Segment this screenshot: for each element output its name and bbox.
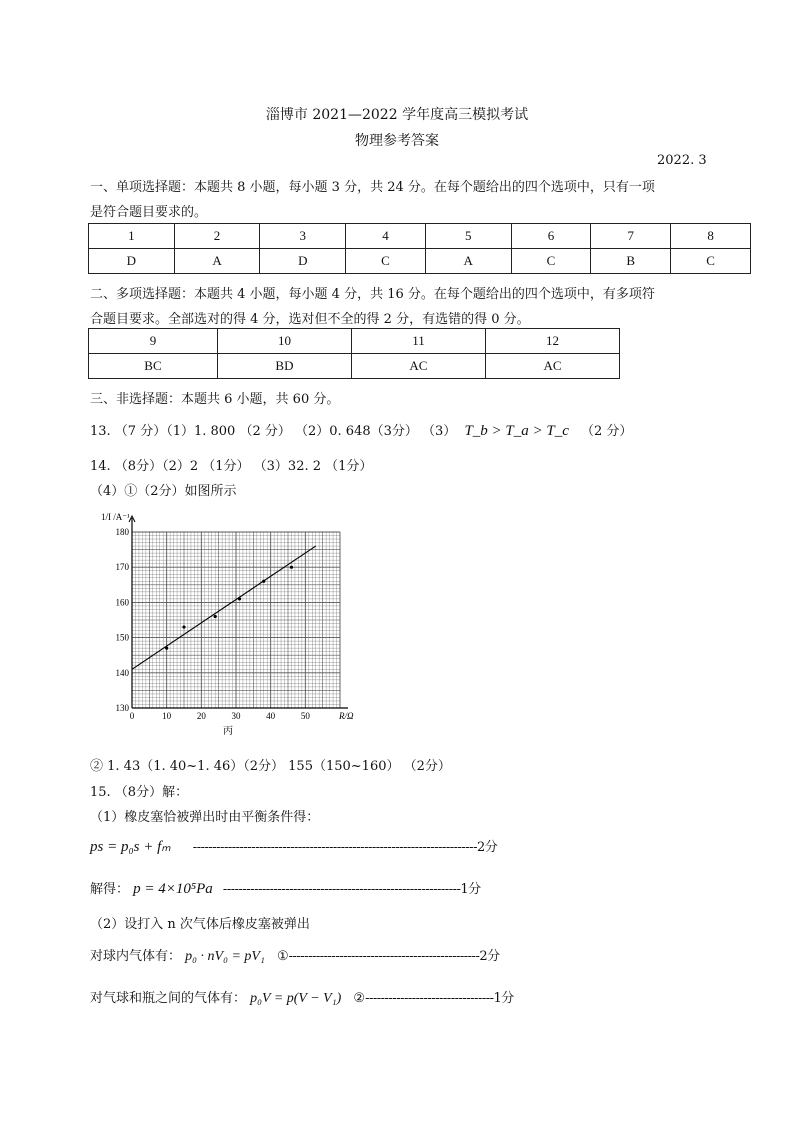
q13-text: 13. （7 分）（1）1. 800 （2 分） （2）0. 648（3分） （3） (90, 424, 457, 439)
x-axis-label: R/Ω (339, 711, 354, 721)
answer-cell: C (671, 249, 751, 274)
section3-heading: 三、非选择题：本题共 6 小题，共 60 分。 (90, 392, 340, 407)
exam-date: 2022. 3 (657, 153, 707, 168)
x-tick-label: 40 (266, 711, 276, 721)
section2-heading-line2: 合题目要求。全部选对的得 4 分，选对但不全的得 2 分，有选错的得 0 分。 (90, 312, 530, 327)
chart-caption: 丙 (223, 726, 233, 737)
question-number: 10 (217, 329, 351, 354)
equilibrium-equation: ps = p₀s + fₘ (90, 839, 171, 855)
multi-choice-answer-table (88, 328, 620, 379)
equation1-score: -------------------------------------------------------------------------2分 (192, 840, 498, 855)
ball-equation-score: -------------------------------------------------2分 (288, 949, 500, 964)
question-number: 2 (174, 224, 260, 249)
data-point (262, 580, 265, 583)
answer-cell: AC (485, 354, 619, 379)
answer-cell: D (260, 249, 346, 274)
bottle-gas-equation: p₀V = p(V − V₁) (250, 991, 342, 1006)
resistance-vs-inverse-current-chart (95, 508, 375, 743)
question-number: 1 (89, 224, 175, 249)
question-number: 3 (260, 224, 346, 249)
q15-title: 15. （8分）解： (90, 785, 189, 800)
answer-cell: AC (351, 354, 485, 379)
data-point (182, 625, 185, 628)
chart-axes (129, 516, 348, 708)
question-number: 11 (351, 329, 485, 354)
answer-cell: D (89, 249, 175, 274)
single-choice-answer-table (88, 223, 751, 274)
q15-equation1 (90, 836, 497, 856)
q13-answer (90, 420, 632, 440)
q14-line2: （4）①（2分）如图所示 (90, 484, 237, 499)
answer-cell: A (174, 249, 260, 274)
solution-label: 解得： (90, 882, 130, 897)
y-tick-label: 160 (115, 597, 129, 608)
answer-cell: BD (217, 354, 351, 379)
chart-grid (132, 532, 340, 708)
x-tick-label: 30 (231, 711, 241, 721)
q14-line1: 14. （8分）（2）2 （1分） （3）32. 2 （1分） (90, 459, 373, 474)
answer-cell: C (346, 249, 426, 274)
q13-score: （2 分） (581, 424, 633, 439)
x-tick-label: 10 (162, 711, 172, 721)
ball-label: 对球内气体有： (90, 949, 182, 964)
page-subtitle: 物理参考答案 (355, 133, 439, 149)
answer-cell: C (511, 249, 591, 274)
question-number: 5 (425, 224, 511, 249)
pressure-result: p = 4×10⁵Pa (133, 881, 213, 897)
data-point (238, 597, 241, 600)
x-tick-label: 50 (300, 711, 310, 721)
q15-ball-equation (90, 945, 500, 965)
section1-heading-line2: 是符合题目要求的。 (90, 205, 208, 220)
section1-heading-line1: 一、单项选择题：本题共 8 小题，每小题 3 分，共 24 分。在每个题给出的四个选项中，只有一项 (90, 180, 655, 195)
q15-solution (90, 878, 481, 898)
x-tick-label: 0 (129, 711, 135, 721)
data-point (214, 615, 217, 618)
data-point (165, 647, 168, 650)
q14-line3: ② 1. 43（1. 40~1. 46）（2分） 155（150~160） （2分） (90, 759, 451, 774)
y-axis-label: 1/I /A⁻¹ (101, 512, 130, 522)
question-number: 9 (89, 329, 218, 354)
question-number: 7 (591, 224, 671, 249)
ball-gas-equation: p₀ · nV₀ = pV₁ (185, 949, 265, 964)
q13-temperature-order: T_b > T_a > T_c (464, 423, 569, 439)
q15-part2: （2）设打入 n 次气体后橡皮塞被弹出 (90, 917, 310, 932)
data-point (290, 566, 293, 569)
q15-part1: （1）橡皮塞恰被弹出时由平衡条件得： (90, 810, 320, 825)
bottle-equation-score: ---------------------------------1分 (365, 991, 514, 1006)
answer-cell: B (591, 249, 671, 274)
table-row (89, 329, 620, 354)
y-tick-label: 150 (115, 632, 129, 643)
question-number: 6 (511, 224, 591, 249)
page-title: 淄博市 2021—2022 学年度高三模拟考试 (265, 107, 529, 123)
y-tick-label: 140 (115, 667, 129, 678)
q15-bottle-equation (90, 987, 514, 1007)
question-number: 12 (485, 329, 619, 354)
solution-score: -------------------------------------------------------------1分 (222, 882, 481, 897)
y-tick-label: 180 (115, 527, 129, 537)
question-number: 4 (346, 224, 426, 249)
x-tick-label: 20 (196, 711, 206, 721)
answer-cell: A (425, 249, 511, 274)
equation-mark-2: ② (353, 991, 366, 1006)
table-row (89, 354, 620, 379)
y-tick-label: 170 (115, 562, 129, 573)
y-tick-label: 130 (115, 703, 129, 713)
equation-mark-1: ① (276, 949, 289, 964)
question-number: 8 (671, 224, 751, 249)
table-row (89, 249, 751, 274)
section2-heading-line1: 二、多项选择题：本题共 4 小题，每小题 4 分，共 16 分。在每个题给出的四个选项中，有多项符 (90, 287, 655, 302)
table-row (89, 224, 751, 249)
bottle-label: 对气球和瓶之间的气体有： (90, 991, 247, 1006)
answer-cell: BC (89, 354, 218, 379)
